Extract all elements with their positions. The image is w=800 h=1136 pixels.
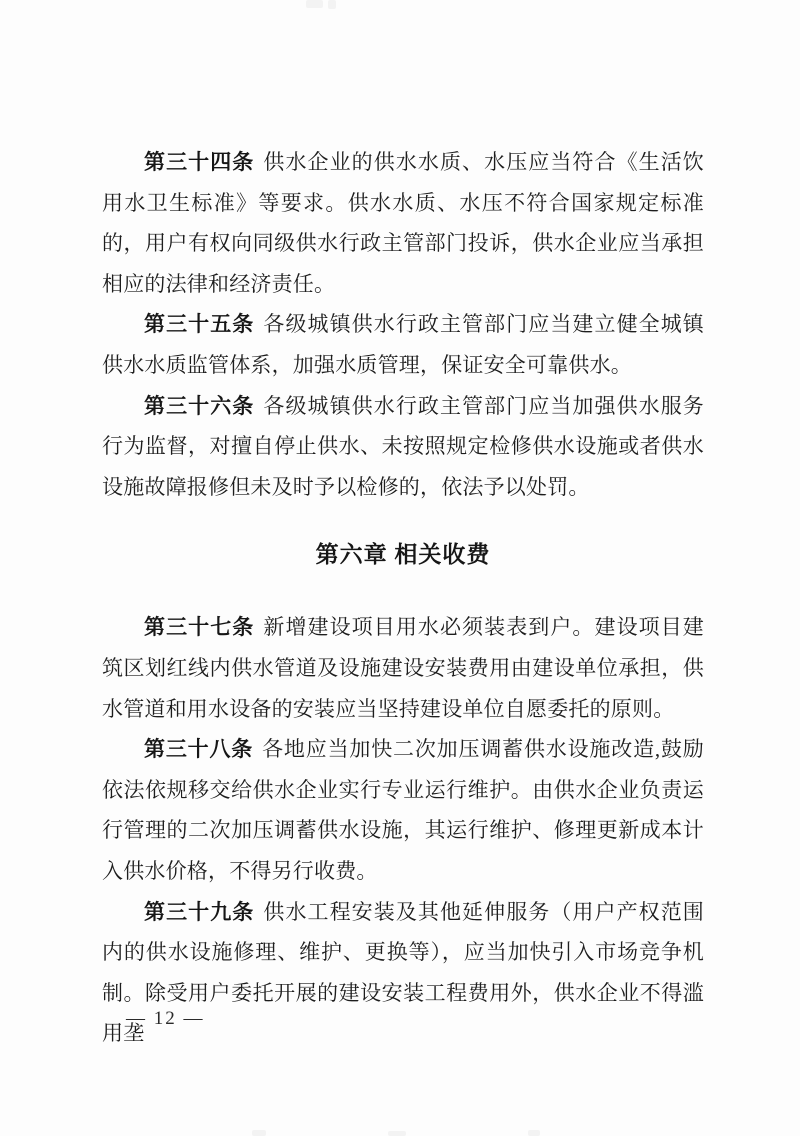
scan-artifact — [252, 1130, 266, 1136]
article-text: 各地应当加快二次加压调蓄供水设施改造,鼓励依法依规移交给供水企业实行专业运行维护。由供水企业负责运行管理的二次加压调蓄供水设施，其运行维护、修理更新成本计入供水价格，不得另行收费。 — [102, 737, 704, 883]
article-text: 新增建设项目用水必须装表到户。建设项目建筑区划红线内供水管道及设施建设安装费用由建设单位承担，供水管道和用水设备的安装应当坚持建设单位自愿委托的原则。 — [102, 615, 704, 721]
article-text: 各级城镇供水行政主管部门应当建立健全城镇供水水质监管体系，加强水质管理，保证安全可靠供水。 — [102, 312, 704, 377]
scan-artifact — [528, 1130, 540, 1136]
page-number: — 12 — — [126, 1008, 205, 1029]
article-text: 各级城镇供水行政主管部门应当加强供水服务行为监督，对擅自停止供水、未按照规定检修供水设施或者供水设施故障报修但未及时予以检修的，依法予以处罚。 — [102, 393, 704, 499]
article-number: 第三十四条 — [144, 150, 255, 174]
article-number: 第三十六条 — [144, 393, 255, 418]
article-paragraph-36 — [102, 386, 704, 508]
article-number: 第三十八条 — [144, 737, 254, 762]
article-text: 供水企业的供水水质、水压应当符合《生活饮用水卫生标准》等要求。供水水质、水压不符合国家规定标准的，用户有权向同级供水行政主管部门投诉，供水企业应当承担相应的法律和经济责任。 — [102, 150, 704, 296]
article-text: 供水工程安装及其他延伸服务（用户产权范围内的供水设施修理、维护、更换等），应当加快引入市场竞争机制。除受用户委托开展的建设安装工程费用外，供水企业不得滥用垄 — [102, 899, 704, 1046]
article-paragraph-35 — [102, 304, 704, 385]
scan-artifact — [306, 0, 323, 8]
article-paragraph-34 — [102, 142, 704, 304]
scan-artifact — [388, 1131, 406, 1136]
scan-artifact — [328, 0, 336, 9]
article-number: 第三十七条 — [144, 615, 255, 640]
article-number: 第三十五条 — [144, 312, 255, 337]
article-paragraph-38 — [102, 729, 704, 891]
article-number: 第三十九条 — [144, 899, 255, 924]
document-body — [102, 142, 704, 1054]
chapter-heading: 第六章 相关收费 — [315, 542, 491, 568]
article-paragraph-37 — [102, 607, 704, 729]
